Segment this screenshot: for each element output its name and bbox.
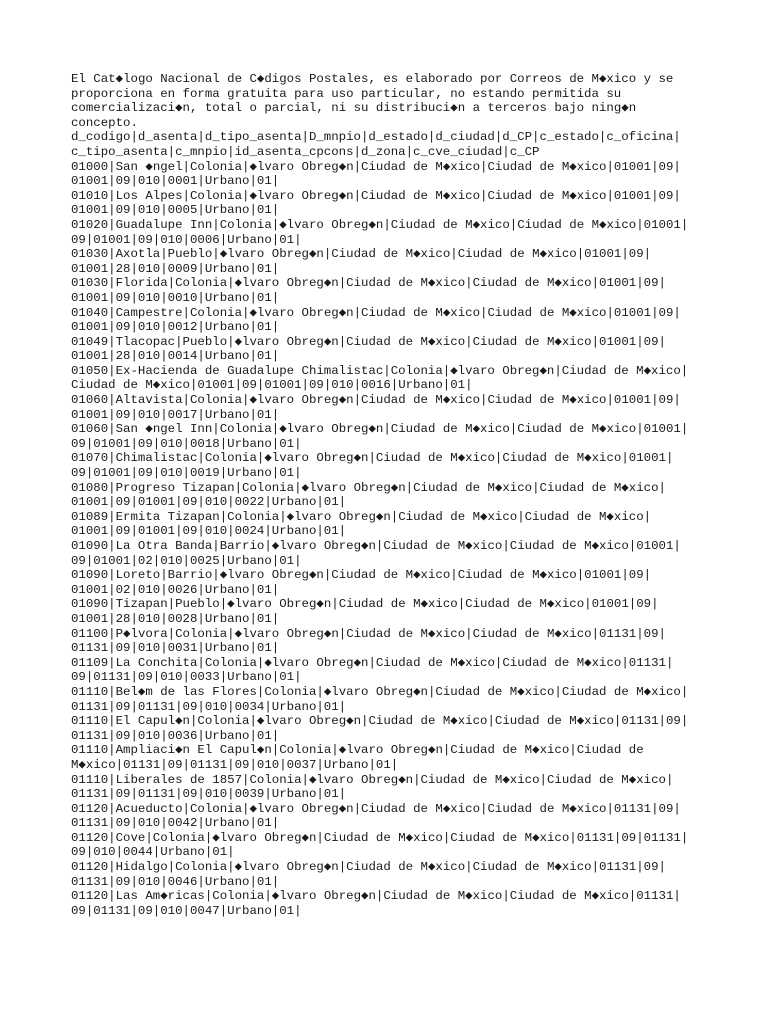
record-line: 01000|San ◆ngel|Colonia|◆lvaro Obreg◆n|Ciudad de M◆xico|Ciudad de M◆xico|01001|09|: [71, 159, 681, 174]
record-line: 01001|02|010|0026|Urbano|01|: [71, 582, 280, 597]
record-line: 09|01001|09|010|0006|Urbano|01|: [71, 232, 302, 247]
record-line: 01060|San ◆ngel Inn|Colonia|◆lvaro Obreg◆n|Ciudad de M◆xico|Ciudad de M◆xico|01001|: [71, 422, 689, 437]
record-line: 01131|09|010|0042|Urbano|01|: [71, 816, 280, 831]
notice-text-line: El Cat◆logo Nacional de C◆digos Postales, es elaborado por Correos de M◆xico y se: [71, 72, 674, 86]
record-line: 09|01001|02|010|0025|Urbano|01|: [71, 553, 302, 568]
record-line: 01030|Florida|Colonia|◆lvaro Obreg◆n|Ciudad de M◆xico|Ciudad de M◆xico|01001|09|: [71, 276, 666, 291]
record-line: M◆xico|01131|09|01131|09|010|0037|Urbano|01|: [71, 757, 399, 772]
record-line: 01110|Liberales de 1857|Colonia|◆lvaro Obreg◆n|Ciudad de M◆xico|Ciudad de M◆xico|: [71, 772, 674, 787]
record-line: 01010|Los Alpes|Colonia|◆lvaro Obreg◆n|Ciudad de M◆xico|Ciudad de M◆xico|01001|09|: [71, 188, 681, 203]
record-line: 09|01001|09|010|0019|Urbano|01|: [71, 466, 302, 481]
record-line: 01001|09|010|0005|Urbano|01|: [71, 203, 280, 218]
header-line: d_codigo|d_asenta|d_tipo_asenta|D_mnpio|d_estado|d_ciudad|d_CP|c_estado|c_oficina|: [71, 130, 681, 145]
record-line: 01001|28|010|0009|Urbano|01|: [71, 261, 280, 276]
record-line: 01131|09|010|0036|Urbano|01|: [71, 728, 280, 743]
record-line: 01131|09|010|0031|Urbano|01|: [71, 641, 280, 656]
record-line: 01060|Altavista|Colonia|◆lvaro Obreg◆n|Ciudad de M◆xico|Ciudad de M◆xico|01001|09|: [71, 393, 681, 408]
record-line: 01001|28|010|0028|Urbano|01|: [71, 611, 280, 626]
record-line: 01109|La Conchita|Colonia|◆lvaro Obreg◆n|Ciudad de M◆xico|Ciudad de M◆xico|01131|: [71, 655, 674, 670]
record-line: 01110|El Capul◆n|Colonia|◆lvaro Obreg◆n|Ciudad de M◆xico|Ciudad de M◆xico|01131|09|: [71, 714, 689, 729]
record-line: 01120|Cove|Colonia|◆lvaro Obreg◆n|Ciudad de M◆xico|Ciudad de M◆xico|01131|09|01131|: [71, 830, 689, 845]
record-line: 09|01001|09|010|0018|Urbano|01|: [71, 436, 302, 451]
record-line: 01001|09|010|0010|Urbano|01|: [71, 290, 280, 305]
record-line: 01090|Tizapan|Pueblo|◆lvaro Obreg◆n|Ciudad de M◆xico|Ciudad de M◆xico|01001|09|: [71, 597, 659, 612]
notice-text-line: proporciona en forma gratuita para uso particular, no estando permitida su: [71, 86, 622, 101]
record-line: 01020|Guadalupe Inn|Colonia|◆lvaro Obreg◆n|Ciudad de M◆xico|Ciudad de M◆xico|01001|: [71, 217, 689, 232]
record-line: 01090|La Otra Banda|Barrio|◆lvaro Obreg◆n|Ciudad de M◆xico|Ciudad de M◆xico|01001|: [71, 539, 681, 553]
record-line: 01120|Las Am◆ricas|Colonia|◆lvaro Obreg◆n|Ciudad de M◆xico|Ciudad de M◆xico|01131|: [71, 889, 681, 904]
record-line: 09|010|0044|Urbano|01|: [71, 845, 235, 860]
notice-text-line: comercializaci◆n, total o parcial, ni su distribuci◆n a terceros bajo ning◆n: [71, 101, 637, 116]
record-line: 01040|Campestre|Colonia|◆lvaro Obreg◆n|Ciudad de M◆xico|Ciudad de M◆xico|01001|09|: [71, 305, 681, 320]
record-line: 01049|Tlacopac|Pueblo|◆lvaro Obreg◆n|Ciudad de M◆xico|Ciudad de M◆xico|01001|09|: [71, 334, 666, 349]
record-line: 01001|28|010|0014|Urbano|01|: [71, 349, 280, 364]
record-line: 09|01131|09|010|0033|Urbano|01|: [71, 670, 302, 685]
record-line: 01001|09|010|0001|Urbano|01|: [71, 174, 280, 189]
record-line: 01001|09|01001|09|010|0024|Urbano|01|: [71, 524, 347, 539]
record-line: 01120|Acueducto|Colonia|◆lvaro Obreg◆n|Ciudad de M◆xico|Ciudad de M◆xico|01131|09|: [71, 801, 681, 816]
record-line: 01100|P◆lvora|Colonia|◆lvaro Obreg◆n|Ciudad de M◆xico|Ciudad de M◆xico|01131|09|: [71, 626, 666, 641]
record-line: 01030|Axotla|Pueblo|◆lvaro Obreg◆n|Ciudad de M◆xico|Ciudad de M◆xico|01001|09|: [71, 247, 652, 262]
record-line: 01001|09|010|0012|Urbano|01|: [71, 320, 280, 335]
record-line: 01131|09|01131|09|010|0034|Urbano|01|: [71, 699, 347, 714]
record-line: 01001|09|01001|09|010|0022|Urbano|01|: [71, 495, 347, 510]
record-line: 01131|09|01131|09|010|0039|Urbano|01|: [71, 787, 347, 802]
record-line: 01090|Loreto|Barrio|◆lvaro Obreg◆n|Ciudad de M◆xico|Ciudad de M◆xico|01001|09|: [71, 568, 652, 583]
record-line: 01110|Bel◆m de las Flores|Colonia|◆lvaro Obreg◆n|Ciudad de M◆xico|Ciudad de M◆xico|: [71, 684, 689, 699]
document-page: [71, 72, 711, 918]
record-line: 01080|Progreso Tizapan|Colonia|◆lvaro Obreg◆n|Ciudad de M◆xico|Ciudad de M◆xico|: [71, 480, 666, 495]
record-line: 01110|Ampliaci◆n El Capul◆n|Colonia|◆lvaro Obreg◆n|Ciudad de M◆xico|Ciudad de: [71, 743, 644, 758]
record-line: 01001|09|010|0017|Urbano|01|: [71, 407, 280, 422]
record-line: 01120|Hidalgo|Colonia|◆lvaro Obreg◆n|Ciudad de M◆xico|Ciudad de M◆xico|01131|09|: [71, 860, 666, 875]
record-line: 09|01131|09|010|0047|Urbano|01|: [71, 903, 302, 918]
record-line: Ciudad de M◆xico|01001|09|01001|09|010|0016|Urbano|01|: [71, 378, 473, 393]
record-line: 01089|Ermita Tizapan|Colonia|◆lvaro Obreg◆n|Ciudad de M◆xico|Ciudad de M◆xico|: [71, 509, 652, 524]
record-line: 01131|09|010|0046|Urbano|01|: [71, 874, 280, 889]
notice-text-line: concepto.: [71, 115, 138, 130]
header-line: c_tipo_asenta|c_mnpio|id_asenta_cpcons|d_zona|c_cve_ciudad|c_CP: [71, 144, 540, 159]
record-line: 01070|Chimalistac|Colonia|◆lvaro Obreg◆n|Ciudad de M◆xico|Ciudad de M◆xico|01001|: [71, 451, 674, 466]
record-line: 01050|Ex-Hacienda de Guadalupe Chimalistac|Colonia|◆lvaro Obreg◆n|Ciudad de M◆xico|: [71, 363, 689, 378]
